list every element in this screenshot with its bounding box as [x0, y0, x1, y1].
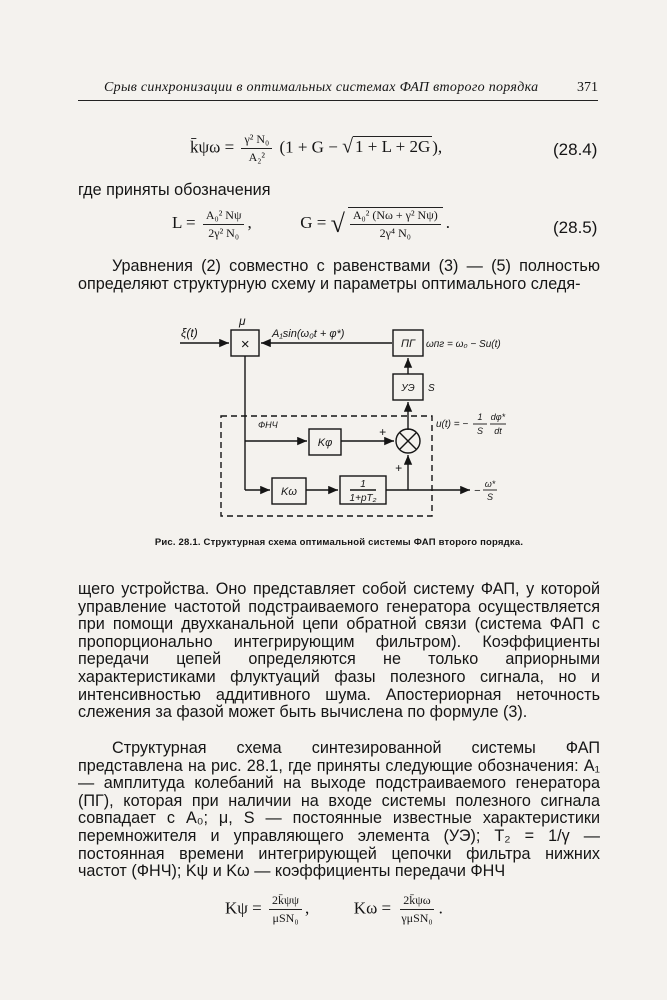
k-omega-fraction: $\frac{2k̄\psi\omega}{\text{γμSN₀}}$ — [401, 893, 433, 925]
eq-radicand: 1 + L + 2G — [355, 137, 431, 157]
page-number: 371 — [577, 80, 598, 95]
text-where: где приняты обозначения — [78, 181, 271, 199]
running-header — [78, 80, 598, 101]
u-frac2-num: dφ* — [490, 412, 506, 422]
feedback-label: A₁sin(ω₀t + φ*) — [272, 328, 345, 340]
eq-fraction: $\frac{\text{γ² N₀}}{\text{A₂²}}$ — [241, 132, 272, 165]
u-frac1-den: S — [476, 426, 484, 436]
input-label: ξ(t) — [181, 326, 198, 340]
k-omega-label: Kω — [281, 486, 297, 498]
equation-k-coefficients: Kψ = $\frac{2k̄\psi\psi}{\text{μSN₀}}$ , Kω = $\frac{2k̄\psi\omega}{\text{γμSN₀}}$ . — [225, 893, 443, 925]
paragraph-2: щего устройства. Оно представляет собой систему ФАП, у которой управление частотой подстраиваемого генератора осуществляется при помощи двухканальной цепи обратной связи (система ФАП с пропорционально интегрирующим фильтром). Коэффициенты передачи цепей определяются не только априорными характеристиками флуктуаций фазы полезного сигнала, но и интенсивностью аддитивного шума. Апостериорная неточность слежения за фазой может быть вычислена по формуле (3). — [78, 580, 600, 722]
equation-number-28-4: (28.4) — [553, 140, 598, 159]
eq-g-fraction: $\frac{\text{A₀² (Nω + γ² Nψ)}}{\text{2γ⁴ N₀}}$ — [348, 207, 443, 241]
pg-label: ПГ — [401, 338, 415, 350]
pg-output-label: ωпг = ω₀ − Su(t) — [426, 339, 501, 350]
u-lhs: u(t) = − — [436, 419, 469, 430]
equation-number-28-5: (28.5) — [553, 218, 598, 237]
u-frac1-num: 1 — [477, 412, 483, 422]
filter-denominator: 1+pT₂ — [349, 493, 377, 504]
plus-bottom: + — [395, 461, 403, 475]
out-num: ω* — [484, 479, 496, 489]
plus-top: + — [379, 425, 387, 439]
k-psi-fraction: $\frac{2k̄\psi\psi}{\text{μSN₀}}$ — [269, 893, 302, 926]
figure-caption: Рис. 28.1. Структурная схема оптимальной системы ФАП второго порядка. — [154, 537, 524, 548]
k-phi-label: Kφ — [317, 437, 333, 449]
equation-28-4: k̄ψω = $\frac{\text{γ² N₀}}{\text{A₂²}}$ (1 + G − √ 1 + L + 2G ), — [190, 132, 443, 164]
paragraph-3: Структурная схема синтезированной системы ФАП представлена на рис. 28.1, где приняты следующие обозначения: A₁ — амплитуда колебаний на выходе подстраиваемого генератора (ПГ), которая при наличии на входе системы полезного сигнала совпадает с A₀; μ, S — постоянные известные характеристики перемножителя и управляющего элемента (УЭ); T₂ = 1/γ — постоянная времени интегрирующей цепочки фильтра нижних частот (ФНЧ); Kψ и Kω — коэффициенты передачи ФНЧ — [78, 739, 600, 881]
running-title: Срыв синхронизации в оптимальных системах ФАП второго порядка — [104, 80, 539, 95]
block-diagram — [175, 312, 525, 524]
fnch-label: ФНЧ — [258, 420, 278, 430]
filter-numerator: 1 — [360, 479, 366, 490]
eq-l-fraction: $\frac{\text{A₀² Nψ}}{\text{2γ² N₀}}$ — [203, 208, 245, 241]
mu-label: μ — [239, 314, 246, 328]
ue-label: УЭ — [401, 383, 415, 394]
paragraph-1: Уравнения (2) совместно с равенствами (3) — (5) полностью определяют структурную схему и параметры оптимального следя- — [78, 257, 600, 293]
out-den: S — [486, 492, 494, 502]
u-frac2-den: dt — [494, 426, 502, 436]
mult-symbol: × — [240, 336, 250, 353]
out-minus: − — [474, 485, 481, 497]
s-label: S — [428, 383, 435, 394]
equation-28-5: L = $\frac{\text{A₀² Nψ}}{\text{2γ² N₀}}$ , G = √ $\frac{\text{A₀² (Nω + γ² Nψ)}}{\text{2γ⁴ N₀}}$ . — [172, 207, 450, 240]
eq-lhs: k̄ψω — [190, 137, 221, 157]
